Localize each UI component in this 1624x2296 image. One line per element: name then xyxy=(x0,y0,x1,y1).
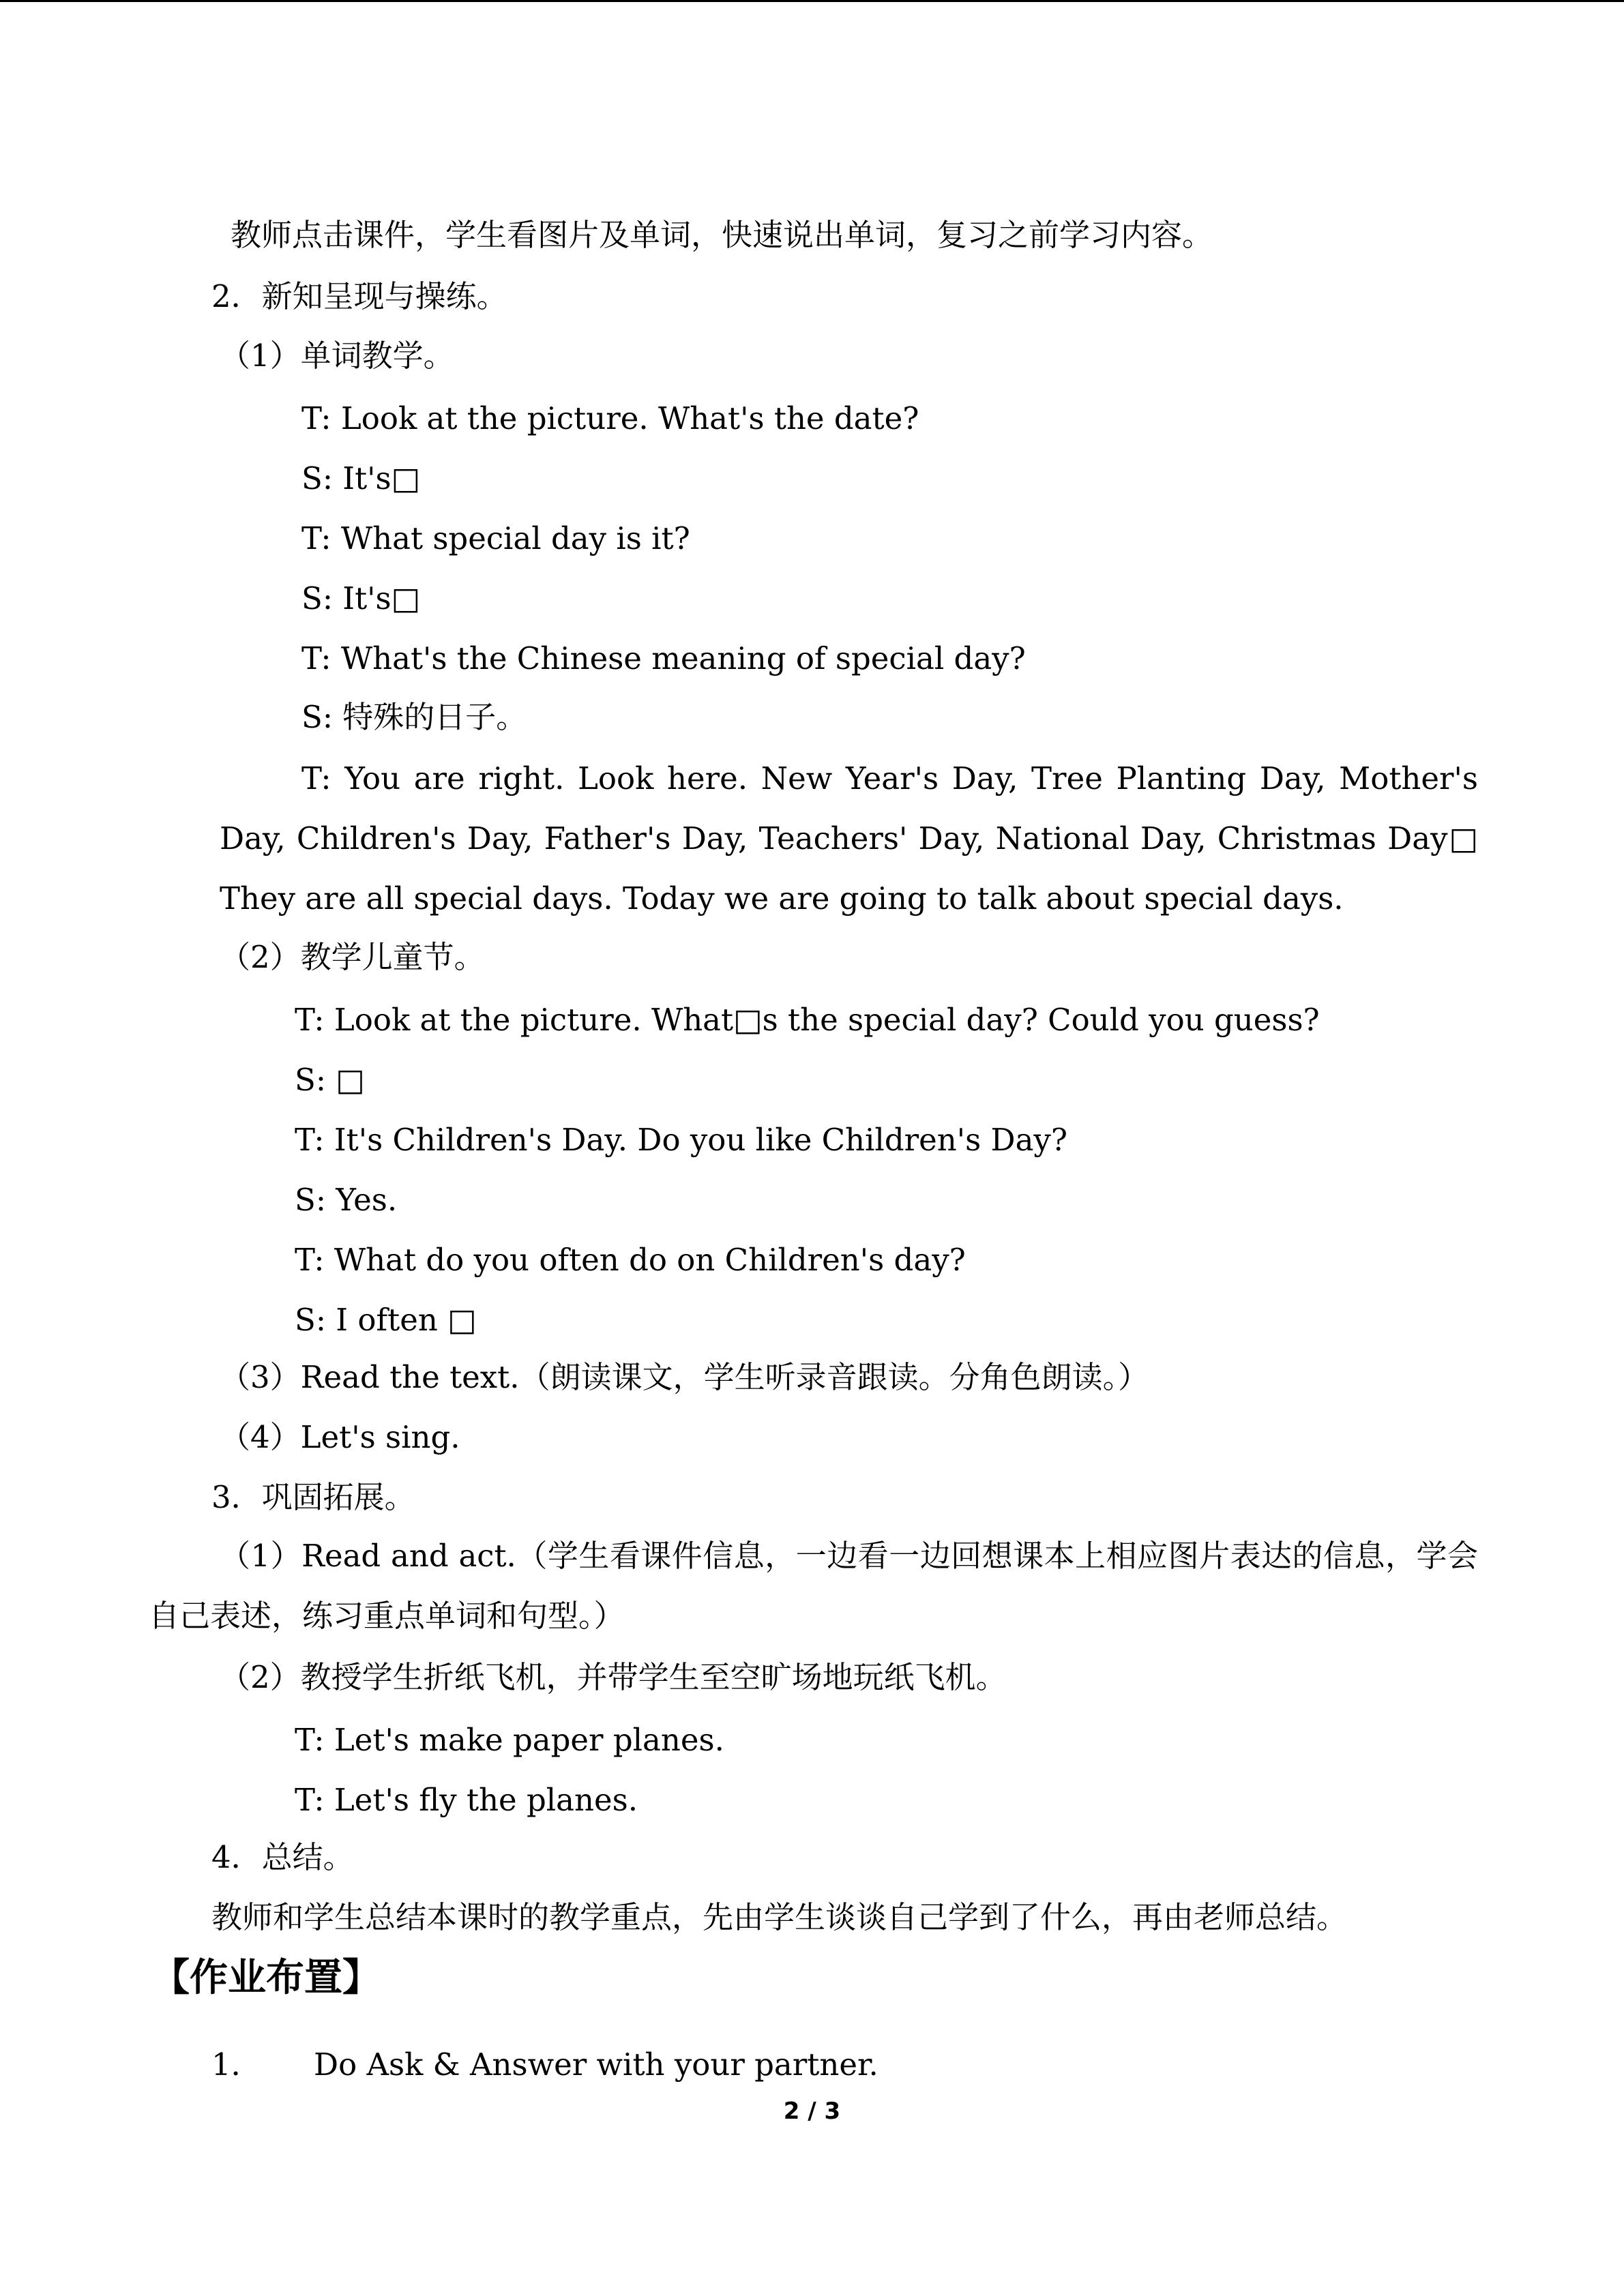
dialogue-line: T: Look at the picture. What's the date? xyxy=(301,400,919,436)
text-line: 教师和学生总结本课时的教学重点，先由学生谈谈自己学到了什么，再由老师总结。 xyxy=(211,1899,1348,1935)
dialogue-line: T: Look at the picture. What□s the special day? Could you guess? xyxy=(295,1002,1320,1038)
dialogue-line: S: 特殊的日子。 xyxy=(301,699,527,735)
dialogue-paragraph-special-days: T: You are right. Look here. New Year's Day, Tree Planting Day, Mother's Day, Children's Day, Father's Day, Teachers' Day, National Day, Christmas Day□ They are all special days. Today we are going to talk about special days. xyxy=(220,760,1478,916)
dialogue-line: S: I often □ xyxy=(295,1302,477,1338)
text-line: 教师点击课件，学生看图片及单词，快速说出单词，复习之前学习内容。 xyxy=(231,217,1213,253)
homework-item-number: 1． xyxy=(211,2046,262,2083)
dialogue-line: S: It's□ xyxy=(301,580,421,616)
dialogue-line: S: □ xyxy=(295,1062,365,1098)
dialogue-line: S: It's□ xyxy=(301,460,421,496)
dialogue-line: T: What do you often do on Children's day? xyxy=(295,1242,966,1278)
dialogue-line: S: Yes. xyxy=(295,1182,398,1218)
subsection-title-paper-planes: （2）教授学生折纸飞机，并带学生至空旷场地玩纸飞机。 xyxy=(220,1659,1007,1695)
dialogue-line: T: It's Children's Day. Do you like Children's Day? xyxy=(295,1122,1067,1158)
dialogue-line: T: What special day is it? xyxy=(301,520,690,556)
subsection-title-sing: （4）Let's sing. xyxy=(220,1419,460,1455)
homework-item xyxy=(211,2044,879,2085)
section-title-consolidation: 3．巩固拓展。 xyxy=(211,1479,415,1515)
section-title-summary: 4．总结。 xyxy=(211,1839,354,1875)
paragraph-read-and-act: （1）Read and act.（学生看课件信息，一边看一边回想课本上相应图片表达的信息，学会自己表述，练习重点单词和句型。） xyxy=(149,1538,1478,1634)
dialogue-line: T: Let's fly the planes. xyxy=(295,1782,638,1818)
section-title-new-knowledge: 2．新知呈现与操练。 xyxy=(211,278,507,314)
page-number: 2 / 3 xyxy=(783,2098,841,2125)
subsection-title-vocabulary: （1）单词教学。 xyxy=(220,338,454,374)
dialogue-line: T: Let's make paper planes. xyxy=(295,1722,724,1758)
subsection-title-childrens-day: （2）教学儿童节。 xyxy=(220,939,485,975)
subsection-title-read-text: （3）Read the text.（朗读课文，学生听录音跟读。分角色朗读。） xyxy=(220,1359,1149,1395)
dialogue-line: T: What's the Chinese meaning of special day? xyxy=(301,640,1026,676)
heading-homework: 【作业布置】 xyxy=(151,1956,381,2000)
homework-item-text: Do Ask & Answer with your partner. xyxy=(314,2046,879,2083)
top-border-line xyxy=(0,0,1624,2)
